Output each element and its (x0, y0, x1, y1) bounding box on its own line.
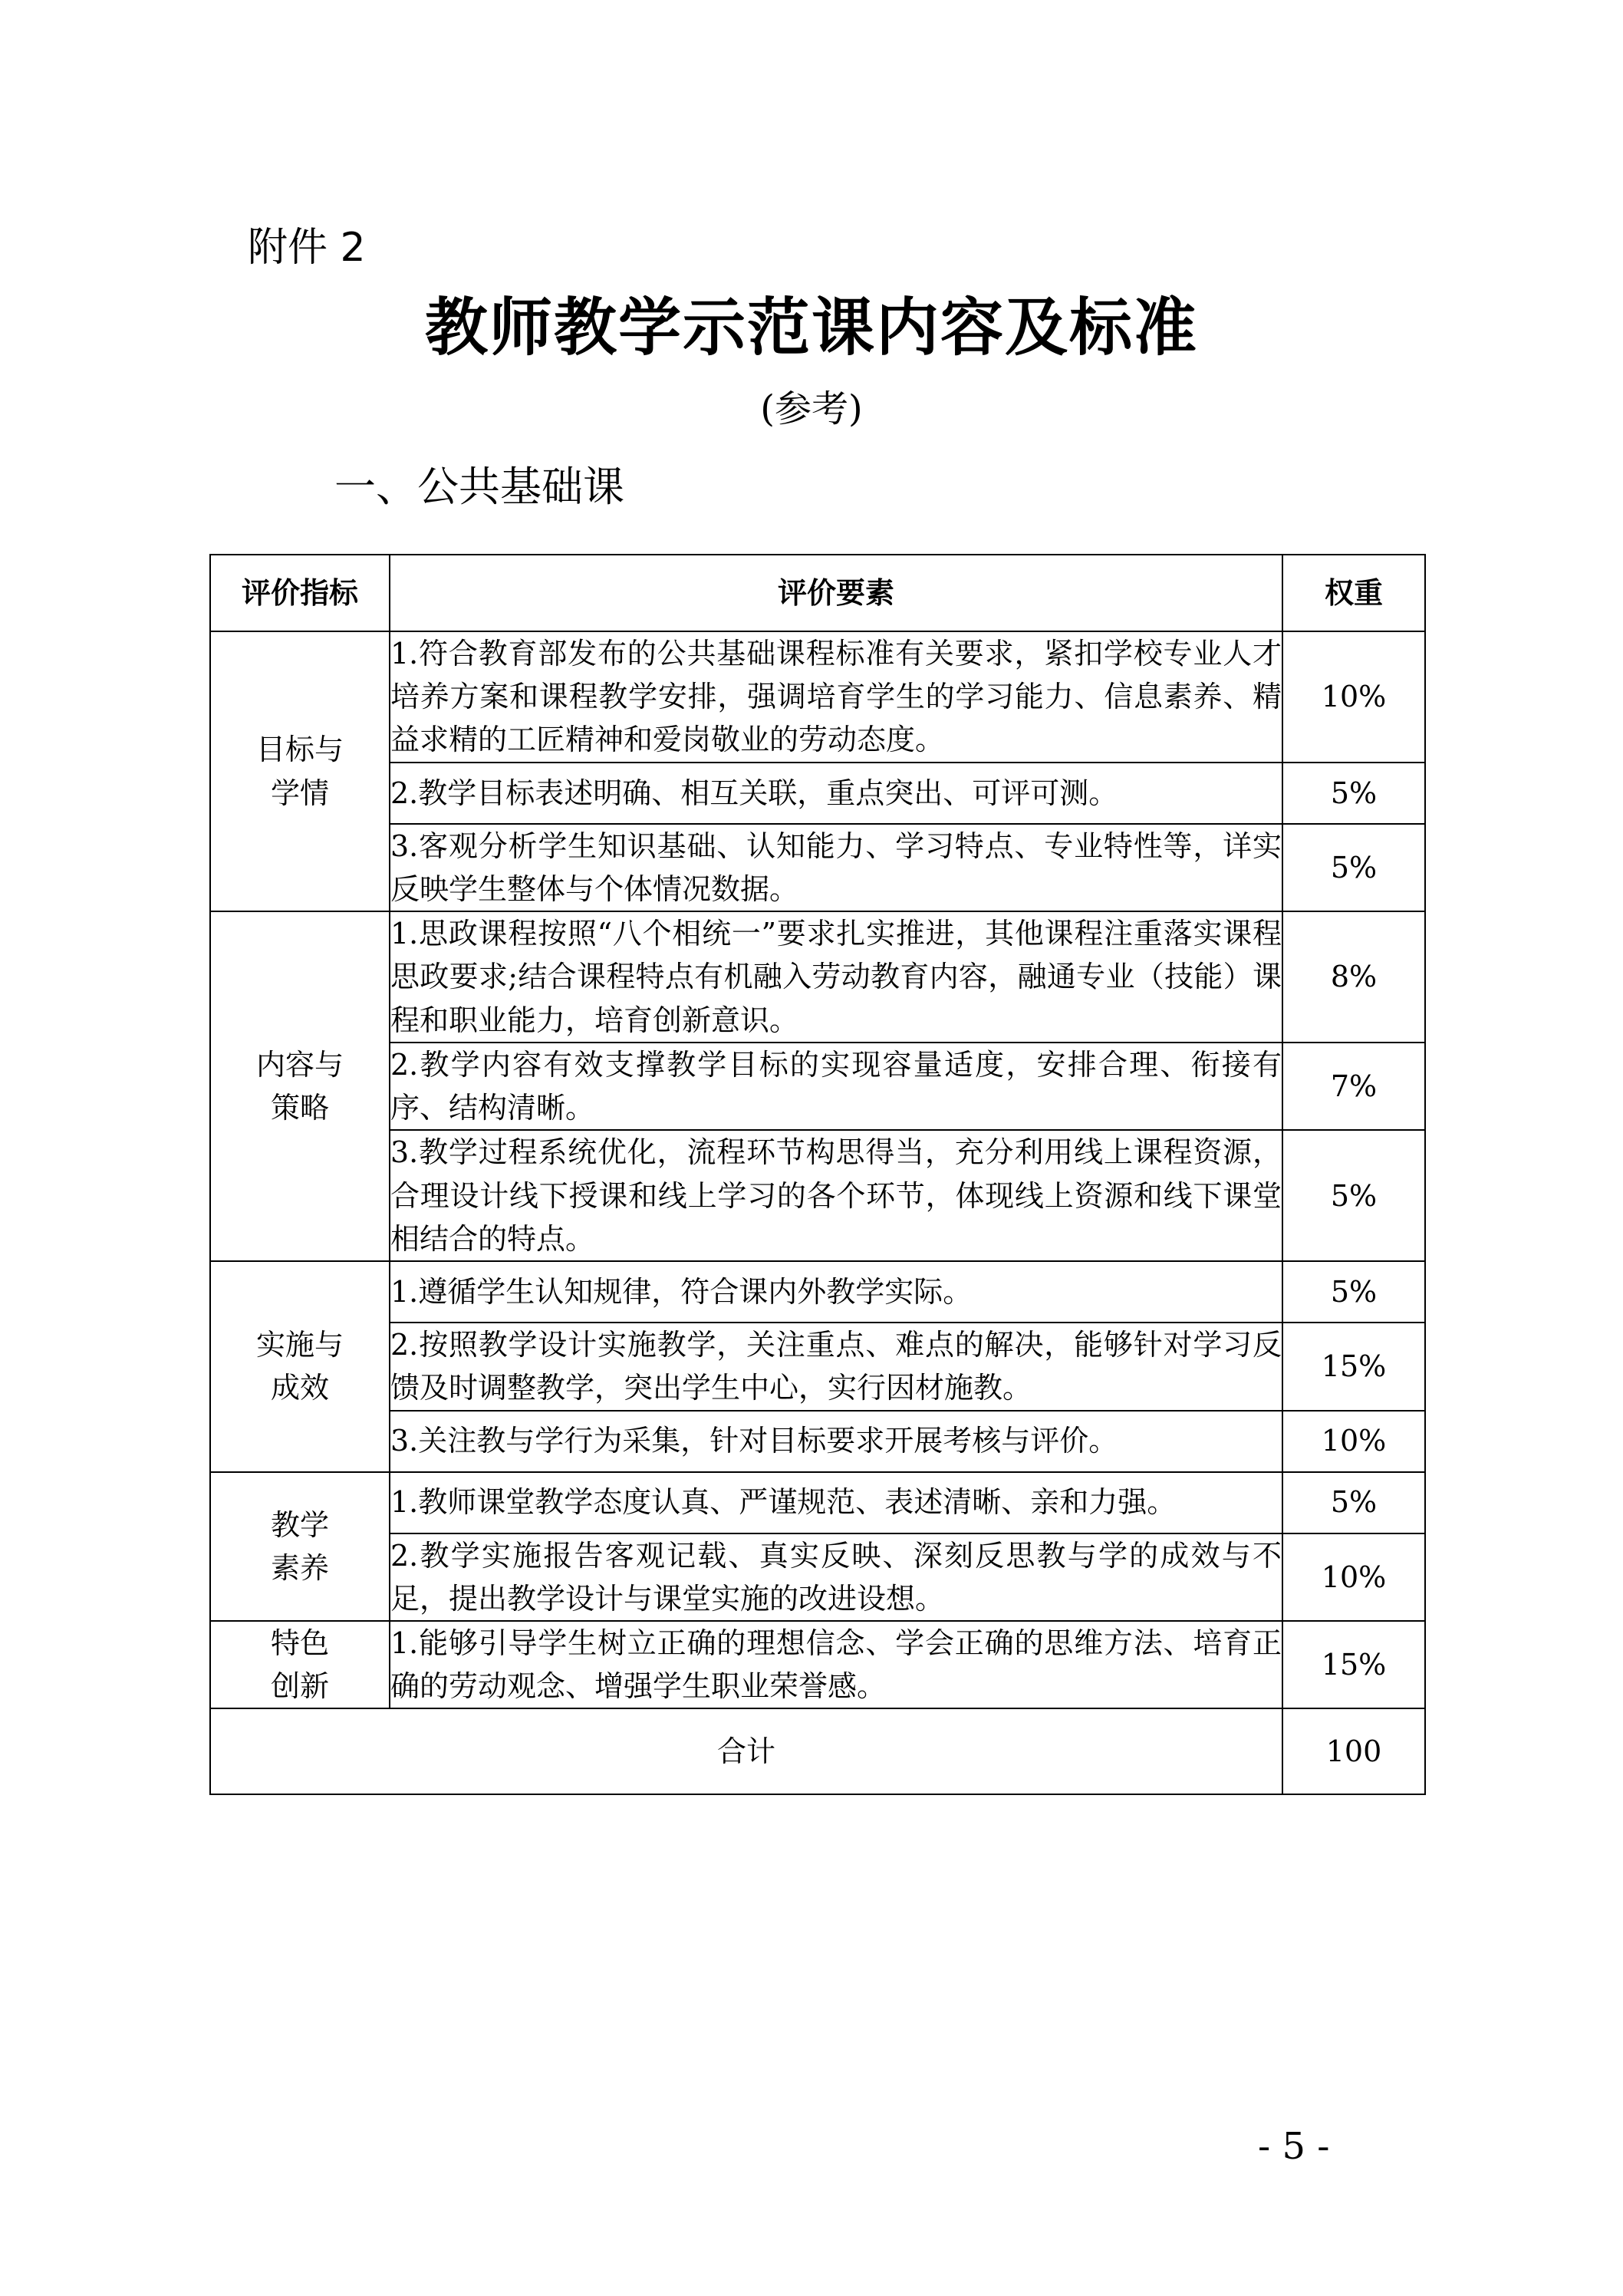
criteria-cell: 3.关注教与学行为采集，针对目标要求开展考核与评价。 (390, 1411, 1282, 1472)
table-row (210, 1261, 1425, 1323)
weight-cell: 8% (1282, 911, 1425, 1043)
table-row (210, 1621, 1425, 1708)
criteria-cell: 1.符合教育部发布的公共基础课程标准有关要求，紧扣学校专业人才培养方案和课程教学安排，强调培育学生的学习能力、信息素养、精益求精的工匠精神和爱岗敬业的劳动态度。 (390, 631, 1282, 763)
total-row (210, 1708, 1425, 1794)
criteria-cell: 2.按照教学设计实施教学，关注重点、难点的解决，能够针对学习反馈及时调整教学，突出学生中心，实行因材施教。 (390, 1323, 1282, 1410)
weight-cell: 15% (1282, 1621, 1425, 1708)
weight-cell: 7% (1282, 1043, 1425, 1130)
indicator-cell (210, 1621, 390, 1708)
indicator-cell (210, 1261, 390, 1471)
criteria-cell: 2.教学目标表述明确、相互关联，重点突出、可评可测。 (390, 763, 1282, 824)
weight-cell: 5% (1282, 1130, 1425, 1261)
section-heading: 一、公共基础课 (334, 463, 624, 511)
criteria-cell: 1.思政课程按照“八个相统一”要求扎实推进，其他课程注重落实课程思政要求;结合课程特点有机融入劳动教育内容，融通专业（技能）课程和职业能力，培育创新意识。 (390, 911, 1282, 1043)
criteria-cell: 2.教学实施报告客观记载、真实反映、深刻反思教与学的成效与不足，提出教学设计与课堂实施的改进设想。 (390, 1533, 1282, 1621)
weight-cell: 10% (1282, 1533, 1425, 1621)
weight-cell: 5% (1282, 763, 1425, 824)
indicator-cell (210, 911, 390, 1261)
table-row (210, 1323, 1425, 1410)
table-row (210, 1130, 1425, 1261)
total-label: 合计 (210, 1708, 1282, 1794)
indicator-label: 教学 素养 (270, 1507, 329, 1585)
table-row (210, 1043, 1425, 1130)
indicator-label: 实施与 成效 (255, 1328, 344, 1405)
table-row (210, 763, 1425, 824)
column-header-weight: 权重 (1282, 555, 1425, 631)
criteria-cell: 1.教师课堂教学态度认真、严谨规范、表述清晰、亲和力强。 (390, 1472, 1282, 1533)
criteria-cell: 2.教学内容有效支撑教学目标的实现容量适度，安排合理、衔接有序、结构清晰。 (390, 1043, 1282, 1130)
weight-cell: 5% (1282, 1261, 1425, 1323)
table-row (210, 1472, 1425, 1533)
indicator-label: 内容与 策略 (255, 1047, 344, 1125)
indicator-label: 目标与 学情 (255, 733, 344, 810)
indicator-label: 特色 创新 (270, 1626, 329, 1704)
weight-cell: 10% (1282, 1411, 1425, 1472)
document-title: 教师教学示范课内容及标准 (424, 291, 1198, 364)
indicator-cell (210, 631, 390, 911)
column-header-criteria: 评价要素 (390, 555, 1282, 631)
criteria-cell: 1.遵循学生认知规律，符合课内外教学实际。 (390, 1261, 1282, 1323)
weight-cell: 5% (1282, 824, 1425, 911)
table-row (210, 1411, 1425, 1472)
attachment-label: 附件 2 (248, 225, 366, 271)
page-number: - 5 - (1258, 2125, 1330, 2168)
document-subtitle: (参考) (760, 387, 863, 430)
total-value: 100 (1282, 1708, 1425, 1794)
criteria-cell: 1.能够引导学生树立正确的理想信念、学会正确的思维方法、培育正确的劳动观念、增强学生职业荣誉感。 (390, 1621, 1282, 1708)
weight-cell: 5% (1282, 1472, 1425, 1533)
criteria-cell: 3.客观分析学生知识基础、认知能力、学习特点、专业特性等，详实反映学生整体与个体情况数据。 (390, 824, 1282, 911)
table-row (210, 631, 1425, 763)
table-row (210, 1533, 1425, 1621)
weight-cell: 15% (1282, 1323, 1425, 1410)
evaluation-table (209, 554, 1426, 1795)
weight-cell: 10% (1282, 631, 1425, 763)
indicator-cell (210, 1472, 390, 1621)
column-header-indicator: 评价指标 (210, 555, 390, 631)
criteria-cell: 3.教学过程系统优化，流程环节构思得当，充分利用线上课程资源，合理设计线下授课和线上学习的各个环节，体现线上资源和线下课堂相结合的特点。 (390, 1130, 1282, 1261)
table-row (210, 911, 1425, 1043)
table-row (210, 824, 1425, 911)
table-header-row (210, 555, 1425, 631)
